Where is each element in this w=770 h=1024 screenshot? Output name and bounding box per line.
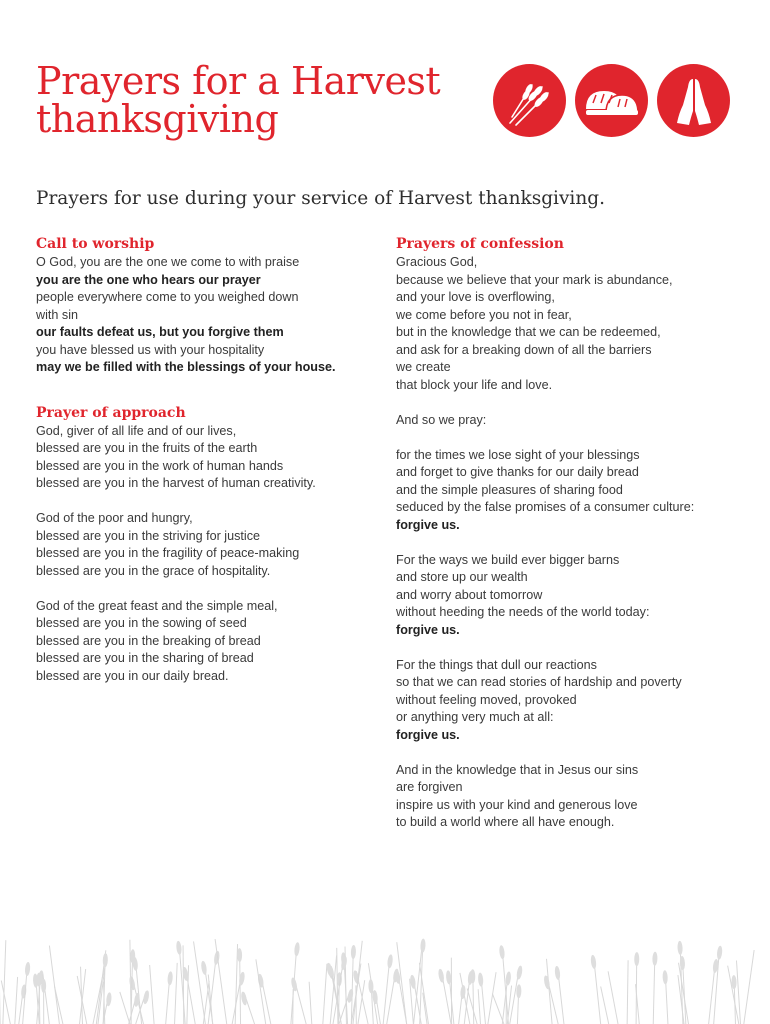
prayer-line: with sin [36,307,78,322]
prayer-line: inspire us with your kind and generous love [396,797,638,812]
prayer-line: you have blessed us with your hospitality [36,342,265,357]
prayer-line: blessed are you in the sharing of bread [36,651,254,665]
prayer-line: for the times we lose sight of your blessings [396,447,640,462]
prayer-line: blessed are you in the grace of hospitality. [36,563,271,578]
right-column [396,234,746,832]
prayer-line: we come before you not in fear, [396,307,572,322]
prayer-line: For the things that dull our reactions [396,657,597,672]
prayer-line: without heeding the needs of the world today: [396,605,650,619]
subtitle: Prayers for use during your service of Harvest thanksgiving. [36,188,605,209]
prayer-line: but in the knowledge that we can be redeemed, [396,325,661,339]
prayers-of-confession-heading: Prayers of confession [396,236,564,252]
prayer-line: seduced by the false promises of a consumer culture: [396,500,695,514]
prayer-line: because we believe that your mark is abundance, [396,272,673,287]
prayer-line: that block your life and love. [396,377,553,392]
prayer-line: and forget to give thanks for our daily bread [396,465,639,479]
prayer-line: blessed are you in the work of human hands [36,458,284,473]
wheat-field-decoration [0,934,770,1024]
prayer-line: and store up our wealth [396,570,528,584]
prayer-line: you are the one who hears our prayer [36,272,261,287]
call-to-worship-section [36,234,386,377]
prayer-line: may we be filled with the blessings of your house. [36,360,336,374]
prayer-line: blessed are you in our daily bread. [36,668,229,683]
prayer-line: and worry about tomorrow [396,587,543,602]
prayer-line: blessed are you in the sowing of seed [36,616,247,630]
prayer-line: forgive us. [396,622,460,637]
wheat-icon [493,64,566,137]
stanza [396,412,746,430]
prayer-line: And so we pray: [396,412,487,427]
prayer-line: And in the knowledge that in Jesus our sins [396,762,639,777]
prayer-of-approach-heading: Prayer of approach [36,404,186,421]
call-to-worship-heading: Call to worship [36,236,155,252]
prayer-line: our faults defeat us, but you forgive them [36,325,284,339]
stanza [36,598,386,686]
stanza [396,762,746,832]
prayer-line: or anything very much at all: [396,710,554,724]
call-to-worship-lines [36,254,386,377]
prayer-line: blessed are you in the harvest of human creativity. [36,476,316,490]
stanza [36,423,386,493]
bread-icon [575,64,648,137]
prayers-of-confession-stanzas [396,254,746,832]
prayer-line: For the ways we build ever bigger barns [396,552,620,567]
prayer-line: God of the poor and hungry, [36,511,193,525]
title-line-1: Prayers for a Harvest [36,59,441,103]
stanza [396,552,746,640]
stanza [36,510,386,580]
stanza [396,657,746,745]
prayer-line: people everywhere come to you weighed down [36,290,299,304]
prayer-line: God of the great feast and the simple meal, [36,598,278,613]
prayer-of-approach-section [36,403,386,686]
praying-hands-icon [657,64,730,137]
prayer-line: forgive us. [396,517,460,532]
stanza [396,447,746,535]
prayer-line: Gracious God, [396,255,478,269]
prayer-line: are forgiven [396,780,463,794]
prayer-line: we create [396,360,451,374]
prayer-line: blessed are you in the fragility of peace-making [36,546,300,560]
prayer-line: God, giver of all life and of our lives, [36,423,237,438]
prayer-line: and your love is overflowing, [396,290,555,304]
prayer-line: blessed are you in the fruits of the earth [36,441,258,455]
left-column [36,234,386,685]
prayer-line: blessed are you in the breaking of bread [36,633,261,648]
prayer-line: so that we can read stories of hardship and poverty [396,675,682,689]
prayer-line: without feeling moved, provoked [396,692,577,707]
prayer-line: and the simple pleasures of sharing food [396,482,623,497]
prayer-line: O God, you are the one we come to with praise [36,255,300,269]
prayer-line: forgive us. [396,727,460,742]
prayer-line: blessed are you in the striving for justice [36,528,261,543]
page-title [36,59,441,141]
stanza [396,254,746,394]
prayer-line: and ask for a breaking down of all the barriers [396,342,652,357]
title-line-2: thanksgiving [36,97,279,141]
header-icons [493,64,730,137]
prayer-line: to build a world where all have enough. [396,815,615,829]
prayers-of-confession-section [396,234,746,832]
prayer-of-approach-stanzas [36,423,386,686]
